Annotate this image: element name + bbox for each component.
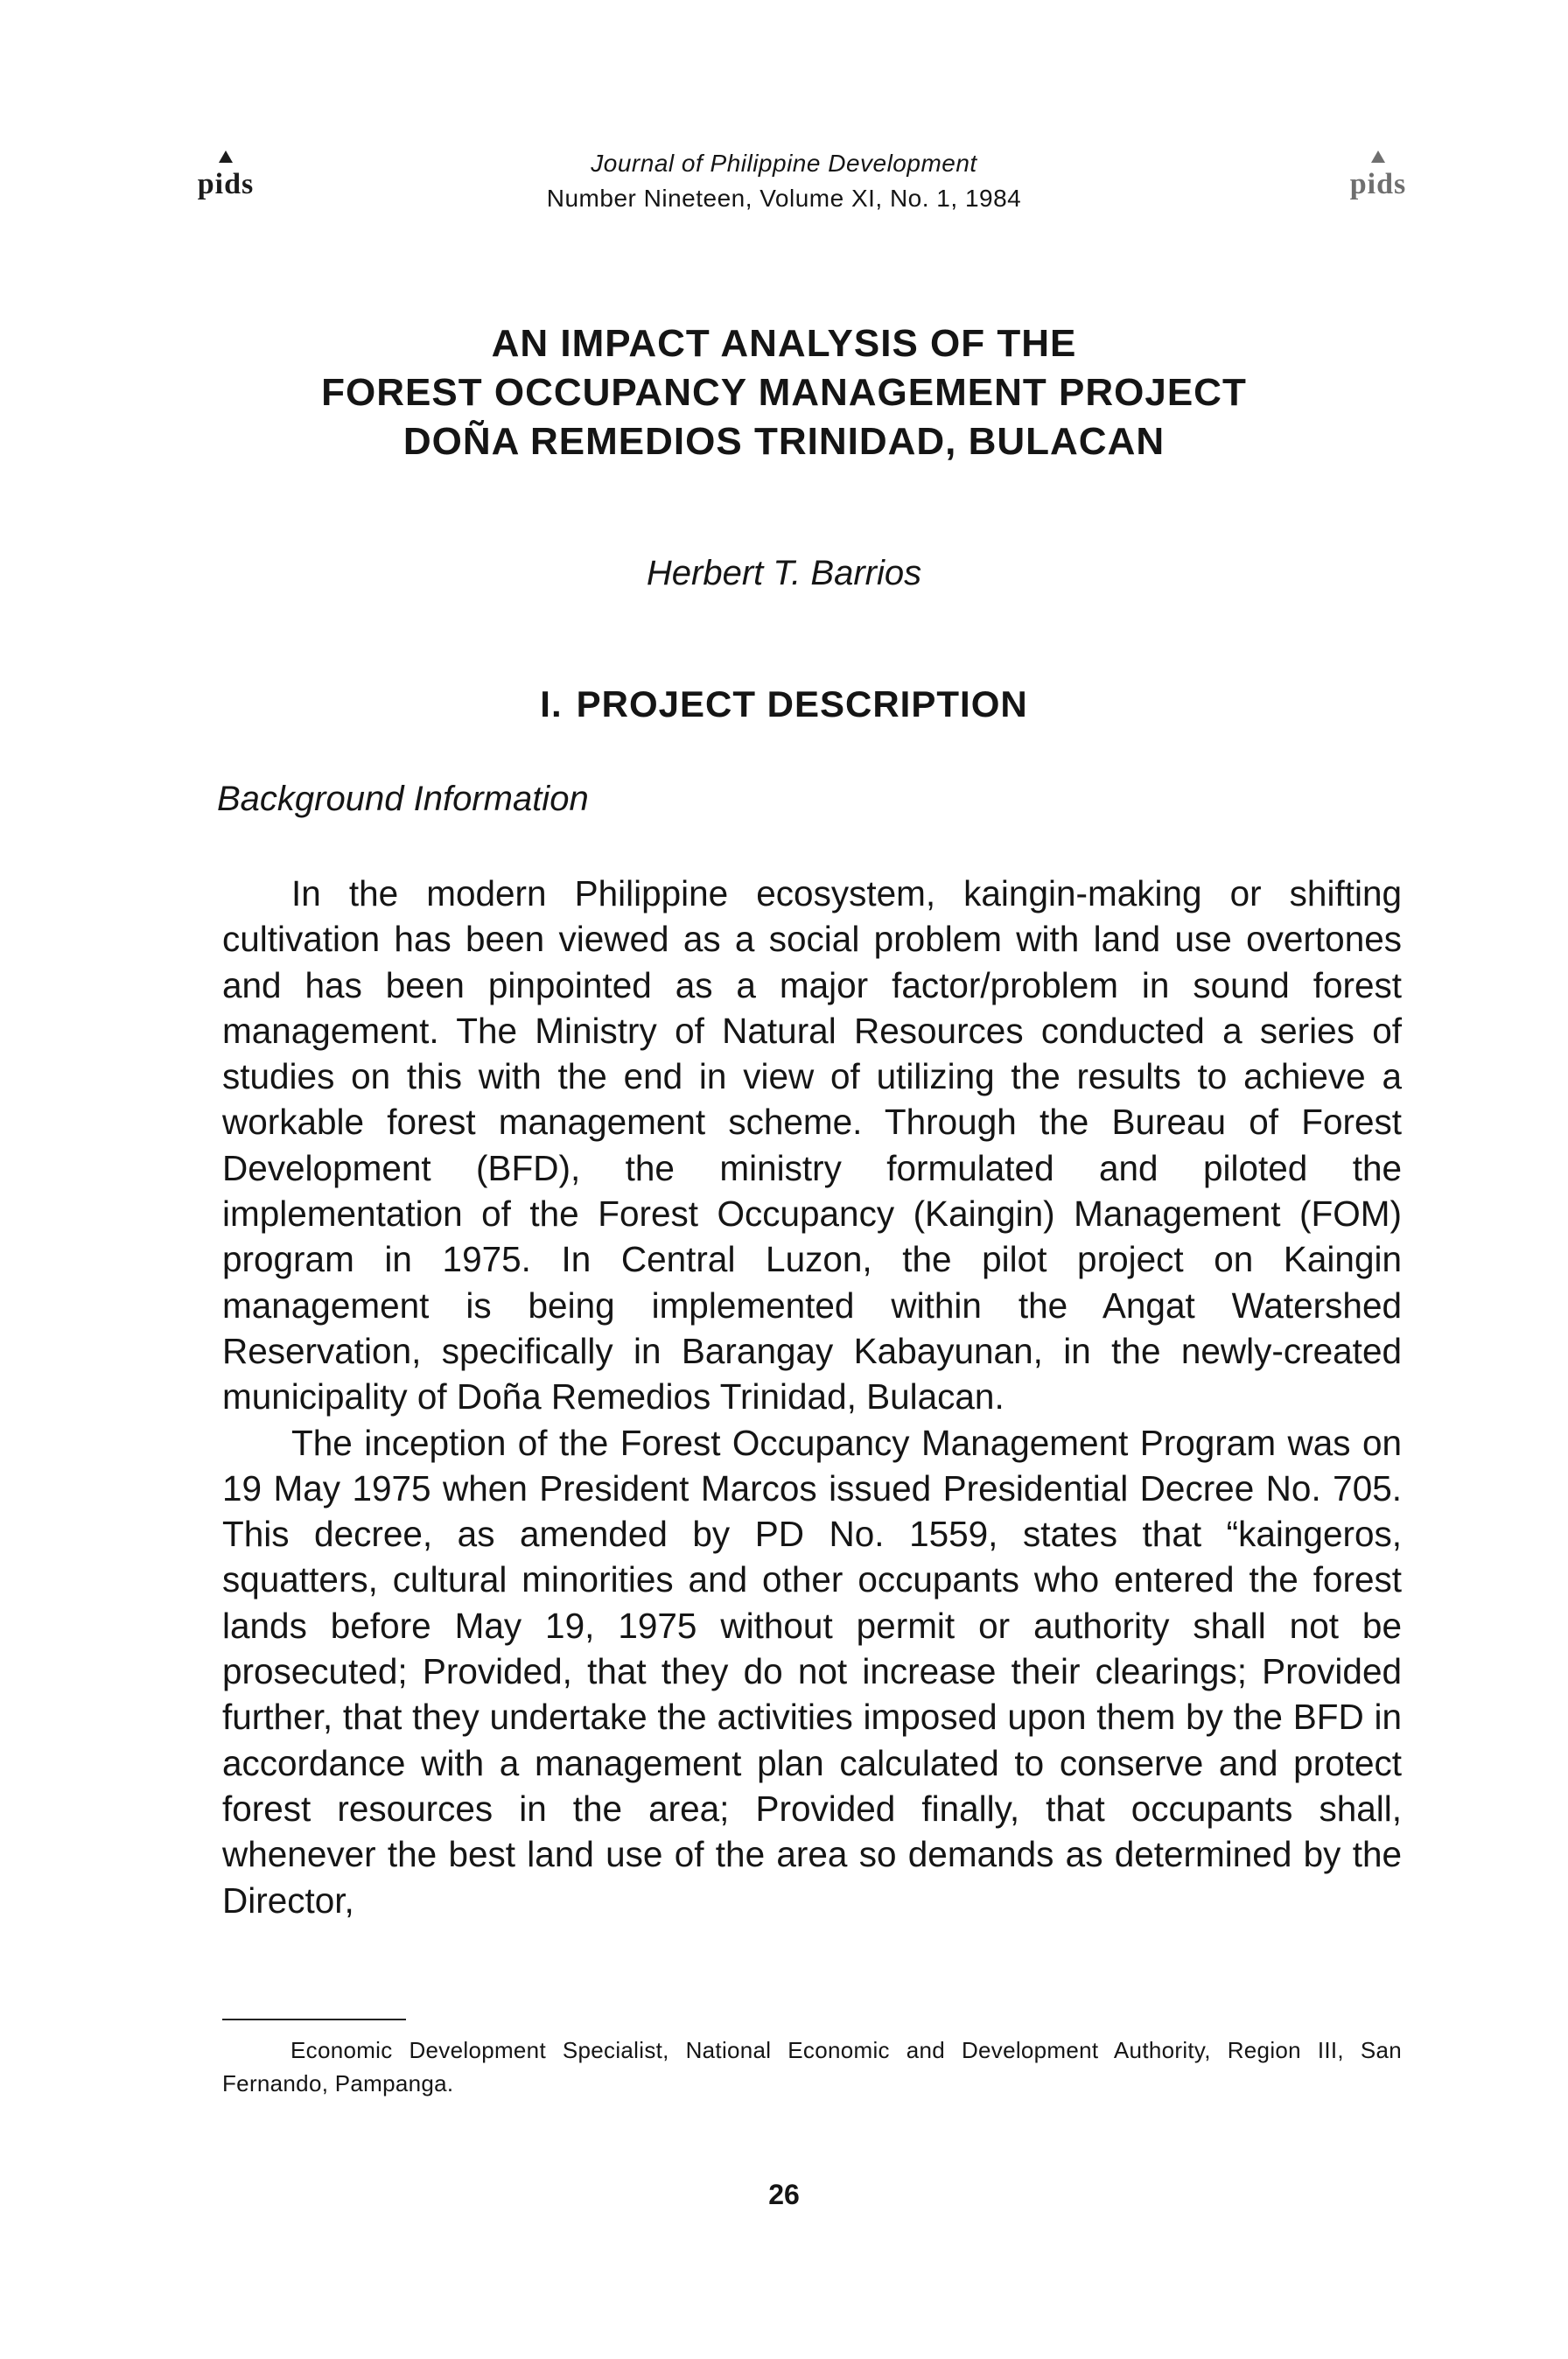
paragraph-1: In the modern Philippine ecosystem, kaingin-making or shifting cultivation has been viewed as a social problem with land use overtones and has been pinpointed as a major factor/problem in sound forest management. The Ministry of Natural Resources conducted a series of studies on this with the end in view of utilizing the results to achieve a workable forest management scheme. Through the Bureau of Forest Development (BFD), the ministry formulated and piloted the implementation of the Forest Occupancy (Kaingin) Management (FOM) program in 1975. In Central Luzon, the pilot project on Kaingin management is being implemented within the Angat Watershed Reservation, specifically in Barangay Kabayunan, in the newly-created municipality of Doña Remedios Trinidad, Bulacan. [222,873,1402,1418]
title-line-2: FOREST OCCUPANCY MANAGEMENT PROJECT [321,371,1247,414]
author-name: Herbert T. Barrios [646,554,922,592]
logo-triangle-icon [1371,150,1385,163]
page-number: 26 [768,2179,800,2210]
journal-issue: Number Nineteen, Volume XI, No. 1, 1984 [546,185,1022,212]
journal-name: Journal of Philippine Development [591,150,977,177]
footnote [222,2034,1402,2100]
body-text [222,871,1402,1923]
section-heading [0,681,1568,728]
section-title: PROJECT DESCRIPTION [576,683,1028,724]
article-title [0,319,1568,466]
subsection-heading: Background Information [217,780,589,818]
logo-text-left: pids [197,168,255,200]
pids-logo-right [1343,163,1413,201]
title-line-1: AN IMPACT ANALYSIS OF THE [491,322,1077,365]
logo-text-right: pids [1349,168,1407,200]
title-line-3: DOÑA REMEDIOS TRINIDAD, BULACAN [402,420,1166,463]
footnote-divider [222,2019,406,2020]
paragraph-2: The inception of the Forest Occupancy Management Program was on 19 May 1975 when President Marcos issued Presidential Decree No. 705. This decree, as amended by PD No. 1559, states that “kaingeros, squatters, cultural minorities and other occupants who entered the forest lands before May 19, 1975 without permit or authority shall not be prosecuted; Provided, that they do not increase their clearings; Provided further, that they undertake the activities imposed upon them by the BFD in accordance with a management plan calculated to conserve and protect forest resources in the area; Provided finally, that occupants shall, whenever the best land use of the area so demands as determined by the Director, [222,1422,1402,1921]
footnote-text: Economic Development Specialist, National Economic and Development Authority, Region III, San Fernando, Pampanga. [222,2037,1402,2096]
section-number: I. [540,683,563,724]
journal-header [0,149,1568,228]
